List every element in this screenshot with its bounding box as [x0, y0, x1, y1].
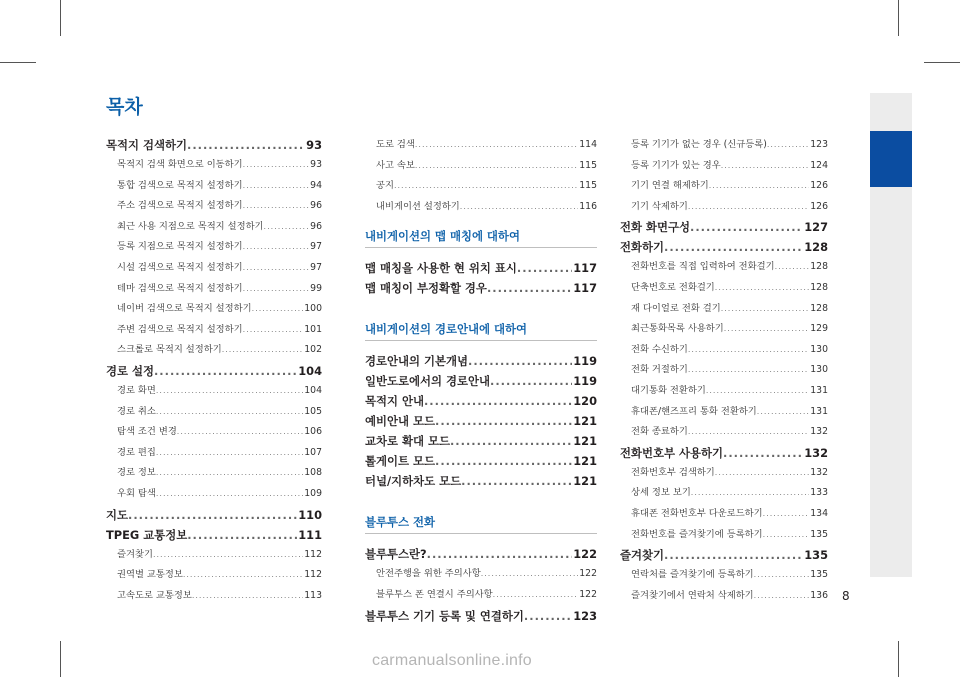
crop-mark	[898, 641, 899, 677]
dot-leader	[709, 176, 809, 197]
toc-entry-page: 128	[810, 261, 828, 273]
toc-entry-title: 우회 탐색	[117, 487, 156, 499]
dot-leader	[154, 361, 297, 381]
toc-subentry[interactable]	[620, 422, 828, 443]
toc-entry-title: 전화 화면구성	[620, 220, 690, 235]
dot-leader	[394, 176, 578, 197]
toc-entry-title: 재 다이얼로 전화 걸기	[631, 302, 721, 314]
toc-entry-page: 128	[804, 240, 828, 255]
toc-subentry[interactable]	[106, 484, 322, 505]
toc-entry-page: 97	[310, 241, 322, 253]
toc-entry-title: 전화 종료하기	[631, 426, 688, 438]
dot-leader	[524, 606, 572, 626]
toc-entry-page: 132	[810, 426, 828, 438]
toc-entry[interactable]	[106, 525, 322, 545]
toc-entry-title: 최근통화목록 사용하기	[631, 323, 724, 335]
dot-leader	[775, 257, 810, 278]
toc-entry-title: 휴대폰/핸즈프리 통화 전환하기	[631, 405, 757, 417]
toc-entry-page: 119	[573, 354, 597, 369]
toc-entry-title: 단축번호로 전화걸기	[631, 281, 715, 293]
toc-subentry[interactable]	[106, 381, 322, 402]
toc-subentry[interactable]	[106, 299, 322, 320]
toc-subentry[interactable]	[620, 319, 828, 340]
toc-subentry[interactable]	[620, 278, 828, 299]
toc-entry-title: 예비안내 모드	[365, 414, 435, 429]
toc-entry-title: 전화 거절하기	[631, 364, 688, 376]
dot-leader	[763, 504, 810, 525]
toc-entry[interactable]	[365, 371, 597, 391]
toc-column-1	[106, 135, 322, 606]
dot-leader	[153, 545, 303, 566]
dot-leader	[435, 451, 572, 471]
toc-entry-page: 94	[310, 179, 322, 191]
toc-entry-title: 탐색 조건 변경	[117, 426, 177, 438]
toc-entry-page: 121	[573, 474, 597, 489]
toc-entry-page: 117	[573, 261, 597, 276]
toc-subentry[interactable]	[106, 565, 322, 586]
toc-entry-title: 네이버 검색으로 목적지 설정하기	[117, 303, 252, 315]
toc-entry-page: 112	[304, 548, 322, 560]
dot-leader	[706, 381, 809, 402]
dot-leader	[183, 565, 303, 586]
toc-subentry[interactable]	[106, 196, 322, 217]
toc-entry-page: 128	[810, 302, 828, 314]
dot-leader	[187, 135, 305, 155]
toc-column-3	[620, 135, 828, 606]
toc-entry[interactable]	[365, 411, 597, 431]
toc-entry-page: 115	[579, 180, 597, 192]
dot-leader	[721, 299, 810, 320]
toc-entry-page: 97	[310, 261, 322, 273]
toc-subentry[interactable]	[365, 585, 597, 606]
toc-entry-page: 115	[579, 159, 597, 171]
toc-entry-title: 목적지 안내	[365, 394, 424, 409]
toc-subentry[interactable]	[620, 504, 828, 525]
toc-entry[interactable]	[106, 505, 322, 525]
toc-entry-title: 블루투스란?	[365, 547, 427, 562]
toc-entry-page: 106	[304, 426, 322, 438]
toc-subentry[interactable]	[106, 237, 322, 258]
toc-entry-title: 교차로 확대 모드	[365, 434, 450, 449]
toc-subentry[interactable]	[106, 463, 322, 484]
toc-entry-title: 경로안내의 기본개념	[365, 354, 468, 369]
toc-entry-page: 114	[579, 139, 597, 150]
dot-leader	[435, 411, 572, 431]
dot-leader	[688, 340, 809, 361]
toc-subentry[interactable]	[365, 564, 597, 585]
toc-entry-page: 130	[810, 343, 828, 355]
toc-entry-title: 톨게이트 모드	[365, 454, 435, 469]
toc-subentry[interactable]	[620, 340, 828, 361]
dot-leader	[517, 258, 572, 278]
toc-subentry[interactable]	[106, 422, 322, 443]
toc-entry-page: 123	[573, 608, 597, 623]
dot-leader	[724, 319, 809, 340]
toc-entry-page: 110	[298, 507, 322, 522]
toc-entry-title: 목적지 검색하기	[106, 138, 187, 152]
dot-leader	[664, 237, 803, 257]
dot-leader	[763, 525, 810, 546]
toc-subentry[interactable]	[620, 586, 828, 607]
dot-leader	[427, 544, 573, 564]
toc-entry-title: 테마 검색으로 목적지 설정하기	[117, 282, 243, 294]
toc-entry-page: 96	[310, 220, 322, 232]
toc-entry-title: 블루투스 기기 등록 및 연결하기	[365, 608, 524, 623]
toc-entry-title: 전화하기	[620, 240, 665, 255]
dot-leader	[243, 196, 310, 217]
dot-leader	[461, 471, 572, 491]
toc-subentry[interactable]	[620, 360, 828, 381]
toc-entry-title: 즐겨찾기	[117, 548, 153, 560]
toc-entry[interactable]	[365, 278, 597, 298]
dot-leader	[690, 217, 803, 237]
toc-entry-title: 도로 검색	[376, 139, 415, 150]
toc-entry-page: 104	[298, 363, 322, 378]
toc-entry-title: 상세 정보 보기	[631, 487, 691, 499]
toc-subentry[interactable]	[620, 381, 828, 402]
dot-leader	[715, 278, 809, 299]
toc-entry-title: 전화번호부 검색하기	[631, 466, 715, 478]
toc-entry-page: 104	[304, 384, 322, 396]
toc-entry-page: 123	[810, 139, 828, 150]
toc-entry-page: 132	[804, 445, 828, 460]
toc-entry-page: 100	[304, 303, 322, 315]
toc-subentry[interactable]	[365, 197, 597, 218]
dot-leader	[187, 525, 297, 545]
toc-entry-page: 136	[810, 589, 828, 601]
toc-subentry[interactable]	[365, 156, 597, 177]
dot-leader	[493, 585, 579, 606]
toc-entry[interactable]	[365, 451, 597, 471]
toc-entry-page: 121	[573, 414, 597, 429]
toc-entry-title: 공지	[376, 180, 394, 192]
toc-entry-title: 즐겨찾기	[620, 548, 665, 563]
toc-entry[interactable]	[365, 258, 597, 278]
section-heading: 블루투스 전화	[365, 511, 597, 534]
toc-entry-page: 119	[573, 374, 597, 389]
toc-entry-title: 블루투스 폰 연결시 주의사항	[376, 588, 493, 600]
toc-entry-page: 131	[810, 384, 828, 396]
toc-entry-page: 122	[579, 588, 597, 600]
toc-entry-page: 135	[810, 528, 828, 540]
dot-leader	[415, 135, 578, 156]
toc-entry-title: 전화번호를 직접 입력하여 전화걸기	[631, 261, 775, 273]
dot-leader	[450, 431, 572, 451]
dot-leader	[243, 258, 310, 279]
toc-entry-page: 117	[573, 281, 597, 296]
dot-leader	[156, 402, 303, 423]
toc-column-2	[365, 135, 597, 626]
toc-entry-page: 129	[810, 323, 828, 335]
dot-leader	[664, 545, 803, 565]
toc-entry-page: 99	[310, 282, 322, 294]
toc-entry-title: 주변 검색으로 목적지 설정하기	[117, 323, 243, 335]
toc-entry-title: 내비게이션 설정하기	[376, 200, 460, 212]
toc-entry[interactable]	[365, 544, 597, 564]
toc-entry-title: 시설 검색으로 목적지 설정하기	[117, 261, 243, 273]
dot-leader	[128, 505, 297, 525]
dot-leader	[757, 402, 809, 423]
dot-leader	[460, 197, 578, 218]
dot-leader	[243, 320, 304, 341]
toc-entry-page: 116	[579, 200, 597, 212]
toc-entry-page: 107	[304, 446, 322, 458]
toc-subentry[interactable]	[106, 176, 322, 197]
toc-entry[interactable]	[620, 237, 828, 257]
toc-entry-page: 135	[810, 569, 828, 581]
toc-entry-page: 96	[310, 200, 322, 212]
toc-entry-title: 전화번호를 즐겨찾기에 등록하기	[631, 528, 763, 540]
toc-entry-page: 126	[810, 180, 828, 192]
toc-subentry[interactable]	[365, 176, 597, 197]
toc-entry-page: 112	[304, 569, 322, 581]
toc-entry-title: 휴대폰 전화번호부 다운로드하기	[631, 507, 763, 519]
toc-entry-page: 133	[810, 487, 828, 499]
toc-entry-page: 126	[810, 200, 828, 212]
toc-entry[interactable]	[106, 135, 322, 155]
toc-entry[interactable]	[620, 443, 828, 463]
dot-leader	[754, 586, 810, 607]
toc-entry-title: 고속도로 교통정보	[117, 589, 192, 601]
dot-leader	[688, 360, 809, 381]
dot-leader	[688, 197, 809, 218]
dot-leader	[156, 381, 303, 402]
toc-subentry[interactable]	[106, 320, 322, 341]
toc-entry-page: 122	[579, 568, 597, 580]
dot-leader	[691, 483, 809, 504]
toc-entry-title: 맵 매칭을 사용한 현 위치 표시	[365, 261, 517, 276]
toc-entry-title: 경로 설정	[106, 363, 154, 378]
toc-subentry[interactable]	[620, 299, 828, 320]
toc-entry-page: 122	[573, 547, 597, 562]
toc-subentry[interactable]	[620, 176, 828, 197]
dot-leader	[156, 443, 303, 464]
toc-subentry[interactable]	[620, 463, 828, 484]
toc-subentry[interactable]	[106, 402, 322, 423]
toc-entry-page: 128	[810, 281, 828, 293]
toc-entry-page: 130	[810, 364, 828, 376]
toc-entry-page: 101	[304, 323, 322, 335]
dot-leader	[754, 565, 810, 586]
crop-mark	[60, 641, 61, 677]
toc-entry-page: 93	[306, 138, 322, 152]
toc-entry-page: 120	[573, 394, 597, 409]
crop-mark	[60, 0, 61, 36]
toc-subentry[interactable]	[106, 258, 322, 279]
dot-leader	[487, 278, 572, 298]
dot-leader	[243, 176, 310, 197]
toc-entry-title: 등록 기기가 있는 경우	[631, 159, 721, 171]
toc-entry-page: 93	[310, 159, 322, 170]
dot-leader	[481, 564, 579, 585]
dot-leader	[715, 463, 809, 484]
toc-entry[interactable]	[106, 361, 322, 381]
toc-entry[interactable]	[365, 391, 597, 411]
toc-entry[interactable]	[365, 606, 597, 626]
toc-entry-page: 127	[804, 220, 828, 235]
toc-entry-title: 전화 수신하기	[631, 343, 688, 355]
dot-leader	[243, 155, 310, 176]
dot-leader	[767, 135, 809, 156]
watermark: carmanualsonline.info	[372, 652, 532, 669]
dot-leader	[424, 391, 572, 411]
toc-entry-title: 사고 속보	[376, 159, 415, 171]
toc-entry[interactable]	[365, 431, 597, 451]
toc-subentry[interactable]	[106, 586, 322, 607]
toc-entry-page: 131	[810, 405, 828, 417]
toc-subentry[interactable]	[106, 443, 322, 464]
crop-mark	[898, 0, 899, 36]
toc-subentry[interactable]	[620, 156, 828, 177]
dot-leader	[490, 371, 572, 391]
page-number: 8	[842, 589, 850, 603]
dot-leader	[177, 422, 303, 443]
toc-subentry[interactable]	[620, 257, 828, 278]
toc-subentry[interactable]	[620, 483, 828, 504]
toc-entry-title: 경로 취소	[117, 405, 156, 417]
toc-entry[interactable]	[365, 471, 597, 491]
dot-leader	[156, 463, 303, 484]
toc-entry-title: 등록 기기가 없는 경우 (신규등록)	[631, 139, 767, 150]
toc-subentry[interactable]	[365, 135, 597, 156]
dot-leader	[243, 279, 310, 300]
toc-entry-page: 105	[304, 405, 322, 417]
toc-entry-title: TPEG 교통정보	[106, 527, 188, 542]
toc-entry-title: 등록 지점으로 목적지 설정하기	[117, 241, 243, 253]
toc-entry-page: 121	[573, 434, 597, 449]
toc-entry[interactable]	[620, 217, 828, 237]
toc-entry-title: 맵 매칭이 부정확할 경우	[365, 281, 487, 296]
dot-leader	[222, 340, 304, 361]
toc-entry-page: 124	[810, 159, 828, 171]
toc-subentry[interactable]	[106, 545, 322, 566]
toc-subentry[interactable]	[106, 279, 322, 300]
dot-leader	[415, 156, 578, 177]
crop-mark	[0, 62, 36, 63]
toc-subentry[interactable]	[620, 135, 828, 156]
toc-entry-title: 연락처를 즐겨찾기에 등록하기	[631, 569, 754, 581]
dot-leader	[156, 484, 303, 505]
toc-entry-page: 111	[298, 527, 322, 542]
toc-entry-page: 109	[304, 487, 322, 499]
dot-leader	[468, 351, 572, 371]
toc-entry-title: 안전주행을 위한 주의사항	[376, 568, 481, 580]
toc-entry-title: 권역별 교통정보	[117, 569, 183, 581]
dot-leader	[721, 156, 810, 177]
page-title: 목차	[106, 96, 143, 118]
toc-entry-title: 경로 화면	[117, 384, 156, 396]
toc-entry-title: 대기통화 전환하기	[631, 384, 706, 396]
toc-entry-title: 경로 편집	[117, 446, 156, 458]
toc-entry[interactable]	[365, 351, 597, 371]
toc-entry-title: 경로 정보	[117, 467, 156, 479]
toc-entry-title: 목적지 검색 화면으로 이동하기	[117, 159, 243, 170]
toc-entry-title: 전화번호부 사용하기	[620, 445, 723, 460]
section-heading: 내비게이션의 맵 매칭에 대하여	[365, 225, 597, 248]
toc-entry-title: 즐겨찾기에서 연락처 삭제하기	[631, 589, 754, 601]
toc-subentry[interactable]	[106, 340, 322, 361]
toc-entry-title: 통합 검색으로 목적지 설정하기	[117, 179, 243, 191]
dot-leader	[264, 217, 310, 238]
toc-subentry[interactable]	[620, 565, 828, 586]
dot-leader	[243, 237, 310, 258]
toc-entry-page: 121	[573, 454, 597, 469]
toc-subentry[interactable]	[620, 197, 828, 218]
toc-entry[interactable]	[620, 545, 828, 565]
toc-entry-title: 기기 삭제하기	[631, 200, 688, 212]
chapter-tab-active[interactable]	[870, 131, 912, 187]
section-heading: 내비게이션의 경로안내에 대하여	[365, 318, 597, 341]
toc-entry-title: 지도	[106, 507, 129, 522]
toc-entry-title: 최근 사용 지점으로 목적지 설정하기	[117, 220, 264, 232]
toc-entry-page: 108	[304, 467, 322, 479]
toc-subentry[interactable]	[620, 525, 828, 546]
dot-leader	[688, 422, 809, 443]
toc-subentry[interactable]	[106, 217, 322, 238]
toc-entry-page: 113	[304, 589, 322, 601]
dot-leader	[252, 299, 304, 320]
toc-entry-title: 주소 검색으로 목적지 설정하기	[117, 200, 243, 212]
toc-entry-page: 135	[804, 548, 828, 563]
toc-entry-page: 134	[810, 507, 828, 519]
toc-entry-page: 132	[810, 466, 828, 478]
toc-entry-title: 스크롤로 목적지 설정하기	[117, 344, 222, 356]
toc-entry-title: 일반도로에서의 경로안내	[365, 374, 491, 389]
dot-leader	[723, 443, 803, 463]
toc-entry-page: 102	[304, 344, 322, 356]
toc-subentry[interactable]	[106, 155, 322, 176]
dot-leader	[192, 586, 303, 607]
toc-entry-title: 터널/지하차도 모드	[365, 474, 462, 489]
crop-mark	[924, 62, 960, 63]
toc-subentry[interactable]	[620, 402, 828, 423]
toc-entry-title: 기기 연결 해제하기	[631, 180, 709, 192]
